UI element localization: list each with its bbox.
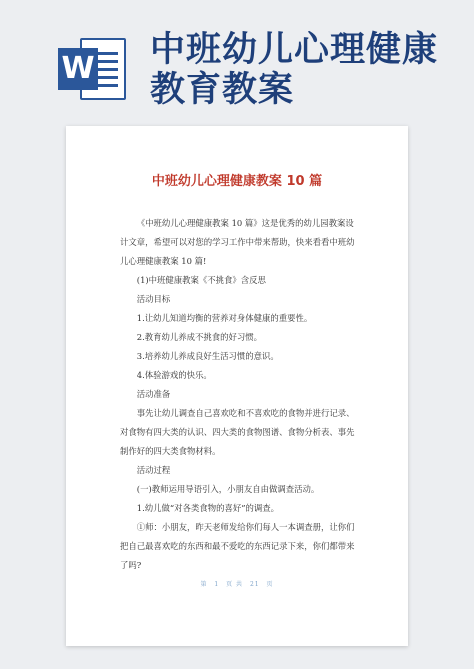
intro-paragraph: 《中班幼儿心理健康教案 10 篇》这是优秀的幼儿园教案设计文章，希望可以对您的学习工作中带来帮助，快来看看中班幼儿心理健康教案 10 篇! bbox=[120, 218, 355, 266]
page-indicator bbox=[66, 579, 408, 588]
pager-current: 1 bbox=[214, 581, 220, 588]
word-letter-badge: W bbox=[58, 48, 98, 90]
goal-item: 3.培养幼儿养成良好生活习惯的意识。 bbox=[136, 351, 279, 361]
process-item: ①师：小朋友，昨天老师发给你们每人一本调查册，让你们把自己最喜欢吃的东西和最不爱吃的东西记录下来，你们都带来了吗? bbox=[120, 522, 355, 570]
section-process-heading: 活动过程 bbox=[136, 465, 171, 475]
goal-item: 2.教育幼儿养成不挑食的好习惯。 bbox=[136, 332, 263, 342]
word-doc-icon bbox=[58, 38, 130, 100]
goal-item: 4.体验游戏的快乐。 bbox=[136, 370, 212, 380]
document-title: 中班幼儿心理健康教案 10 篇 bbox=[151, 174, 323, 189]
banner-title-line1: 中班幼儿心理健康 bbox=[150, 30, 439, 70]
pager-unit: 页 bbox=[266, 581, 274, 588]
prep-paragraph: 事先让幼儿调查自己喜欢吃和不喜欢吃的食物并进行记录、对食物有四大类的认识、四大类的食物图谱、食物分析表、事先制作好的四大类食物材料。 bbox=[120, 408, 355, 456]
pager-total: 21 bbox=[249, 581, 260, 588]
process-item: 1.幼儿做“对各类食物的喜好”的调查。 bbox=[136, 503, 279, 513]
document-page bbox=[66, 126, 408, 646]
pager-of-label: 页 共 bbox=[226, 581, 244, 588]
document-body bbox=[120, 214, 356, 575]
goal-item: 1.让幼儿知道均衡的营养对身体健康的重要性。 bbox=[136, 313, 313, 323]
pager-label: 第 bbox=[200, 581, 208, 588]
lesson-heading: (1)中班健康教案《不挑食》含反思 bbox=[136, 275, 266, 285]
banner-title-line2: 教育教案 bbox=[150, 70, 295, 110]
section-goal-heading: 活动目标 bbox=[136, 294, 171, 304]
section-prep-heading: 活动准备 bbox=[136, 389, 171, 399]
header-banner bbox=[0, 0, 474, 120]
banner-title bbox=[150, 30, 438, 110]
process-item: (一)教师运用导语引入，小朋友自由做调查活动。 bbox=[136, 484, 320, 494]
